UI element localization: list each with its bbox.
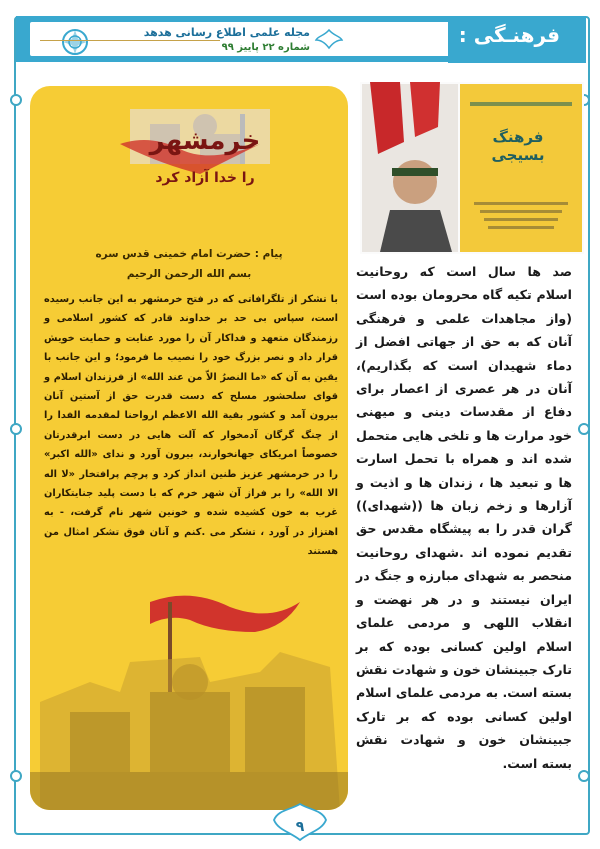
- side-poster-title: فرهنگ بسیجی: [491, 128, 545, 164]
- magazine-title: مجله علمی اطلاع رسانی هدهد: [143, 26, 310, 39]
- message-panel: [30, 86, 348, 810]
- page-number: ۹: [295, 819, 305, 835]
- side-photos: [360, 82, 584, 254]
- frame-node: [578, 770, 590, 782]
- header-divider: [40, 40, 220, 41]
- ornament-icon: [314, 28, 344, 50]
- message-heading: پیام : حضرت امام خمینی قدس سره: [95, 248, 283, 260]
- poster-subtitle: را خدا آزاد کرد: [155, 170, 255, 186]
- issue-number: شماره ۲۲ پاییز ۹۹: [221, 42, 310, 53]
- frame-node: [10, 423, 22, 435]
- ornament-icon: [60, 27, 90, 57]
- poster-title: خرمشهر: [149, 126, 261, 156]
- khorramshahr-title-graphic: [90, 104, 290, 224]
- frame-node: [10, 94, 22, 106]
- frame-node: [578, 423, 590, 435]
- section-label: فرهنـگی :: [458, 23, 560, 47]
- message-body: با تشکر از تلگرافاتی که در فتح خرمشهر به این جانب رسیده است، سپاس بی حد بر خداوند قادر که کشور اسلامی و رزمندگان متعهد و فداکار آن را مورد عنایت و حمایت خویش قرار داد و نصر بزرگ خود را نصیب ما فرمود؛ و این جانب با یقین به آن که «ما النصرُ الاّ من عند الله» از فرزندان اسلام و قوای سلحشور مسلح که دست قدرت حق از آستین آنان بیرون آمد و کشور بقیة الله الاعظم ارواحنا لمقدمه الفدا را از چنگ گرگان آدمخوار که آلت هایی در دست ابرقدرتان خصوصاً امریکای جهانخوارند، بیرون آورد و ندای «الله اکبر» را در خرمشهر عزیز طنین انداز کرد و پرچم پرافتخار «لا اله الا الله» را بر فراز آن شهر خرم که با دست پلید جنایتکاران غرب به خون کشیده شده و خونین شهر نام گرفت، - به اهتزاز در آورد ، تشکر می .کنم و آنان فوق تشکر امثال من هستند: [44, 294, 338, 558]
- section-tab: [448, 17, 586, 63]
- article-body: صد ها سال است که روحانیت اسلام تکیه گاه محرومان بوده است (واز مجاهدات علمی و فرهنگی آنان که به حق از جهاتی افضل از دماء شهیدان است که بگذاریم)، آنان در هر عصری از اعصار برای دفاع از مقدسات دینی و میهنی خود مرارت ها و تلخی هایی متحمل شده اند و همراه با تحمل اسارت ها و تبعید ها ، زندان ها و اذیت و آزارها و زخم زبان ها ((شهدای)) گران قدر را به پیشگاه مقدس حق تقدیم نموده اند .شهدای روحانیت منحصر به شهدای مبارزه و جنگ در ایران نیستند و در هر نهضت و انقلاب اللهی و مردمی علمای اسلام اولین کسانی بوده که بر تارک جبینشان خون و شهادت نقش بسته است. به مردمی علمای اسلام اولین کسانی بوده که بر تارک جبینشان خون و شهادت نقش بسته است.: [355, 264, 572, 771]
- khorramshahr-photo: [30, 572, 348, 810]
- frame-node: [10, 770, 22, 782]
- message-basmala: بسم الله الرحمن الرحیم: [126, 268, 252, 280]
